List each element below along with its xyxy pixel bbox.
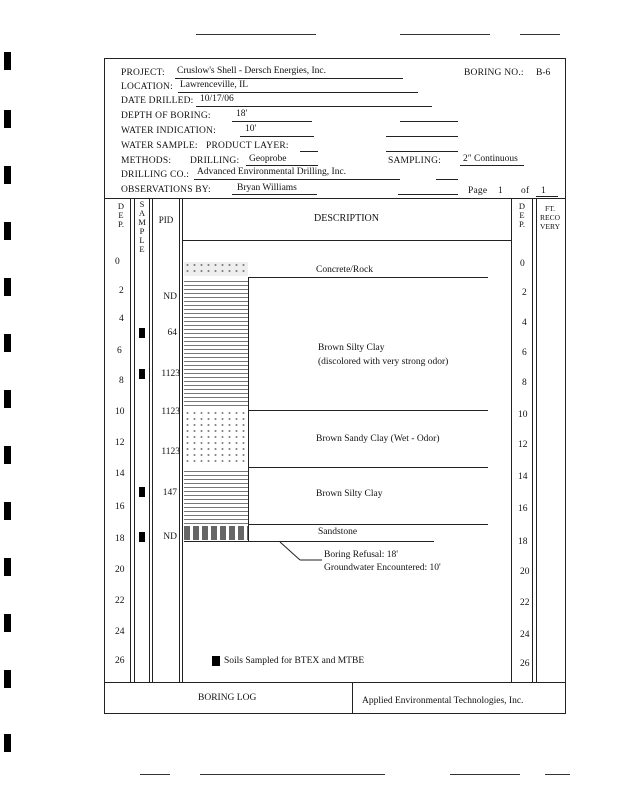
- page-value: 1: [498, 186, 503, 196]
- depth-left-10: 10: [115, 407, 125, 417]
- description-column-header: DESCRIPTION: [313, 213, 379, 224]
- depth-left-14: 14: [115, 469, 125, 479]
- drilling-label: DRILLING:: [190, 156, 240, 166]
- sandstone-pattern: [184, 526, 248, 540]
- layer-sandy-clay: Brown Sandy Clay (Wet - Odor): [316, 434, 440, 444]
- boring-no-label: BORING NO.:: [464, 68, 524, 78]
- binder-mark: [4, 334, 11, 352]
- project-label: PROJECT:: [121, 68, 165, 78]
- layer-silty-clay-note: (discolored with very strong odor): [318, 357, 449, 367]
- binder-mark: [4, 222, 11, 240]
- boring-no-value: B-6: [536, 68, 551, 78]
- scan-dash: [545, 774, 570, 775]
- scan-dash: [140, 774, 170, 775]
- binder-mark: [4, 734, 11, 752]
- location-value: Lawrenceville, IL: [180, 80, 249, 90]
- binder-mark: [4, 390, 11, 408]
- layer-sandstone: Sandstone: [318, 527, 358, 537]
- depth-left-16: 16: [115, 502, 125, 512]
- recovery-column-header: FT. RECO VERY: [539, 204, 560, 231]
- layer-concrete: Concrete/Rock: [316, 265, 373, 275]
- pid-reading: 64: [167, 328, 177, 338]
- depth-right-4: 4: [522, 318, 527, 328]
- binder-mark: [4, 670, 11, 688]
- refusal-note: Boring Refusal: 18': [324, 550, 399, 560]
- drilling-value: Geoprobe: [249, 154, 287, 164]
- depth-left-18: 18: [115, 534, 125, 544]
- concrete-pattern: [184, 262, 248, 276]
- depth-right-6: 6: [522, 348, 527, 358]
- scan-dash: [200, 774, 385, 775]
- binder-mark: [4, 110, 11, 128]
- layer-silty-clay-2: Brown Silty Clay: [316, 489, 383, 499]
- depth-right-26: 26: [520, 659, 530, 669]
- date-label: DATE DRILLED:: [121, 96, 194, 106]
- binder-mark: [4, 446, 11, 464]
- footer-company: Applied Environmental Technologies, Inc.: [362, 696, 524, 706]
- binder-mark: [4, 166, 11, 184]
- drilling-co-label: DRILLING CO.:: [121, 170, 190, 180]
- silty-clay-pattern: [184, 278, 248, 406]
- depth-left-8: 8: [119, 376, 124, 386]
- binder-mark: [4, 52, 11, 70]
- depth-left-24: 24: [115, 627, 125, 637]
- product-layer-label: PRODUCT LAYER:: [206, 141, 289, 151]
- sample-marker: [139, 369, 145, 379]
- pid-reading: 1123: [161, 447, 180, 457]
- depth-right-14: 14: [518, 472, 528, 482]
- sampling-label: SAMPLING:: [388, 156, 442, 166]
- methods-label: METHODS:: [121, 156, 172, 166]
- scan-dash: [400, 34, 490, 35]
- page-label: Page: [468, 186, 488, 196]
- of-label: of: [521, 186, 530, 196]
- water-indication-value: 10': [245, 124, 257, 134]
- pid-reading: 1123: [161, 407, 180, 417]
- binder-mark: [4, 558, 11, 576]
- depth-left-20: 20: [115, 565, 125, 575]
- location-label: LOCATION:: [121, 82, 173, 92]
- footer-boring-log: BORING LOG: [198, 693, 257, 703]
- sampling-value: 2" Continuous: [463, 154, 518, 164]
- depth-left-12: 12: [115, 438, 125, 448]
- depth-column-header-right: D E P.: [518, 201, 526, 229]
- depth-right-2: 2: [522, 288, 527, 298]
- depth-value: 18': [236, 109, 248, 119]
- depth-right-18: 18: [518, 537, 528, 547]
- depth-right-22: 22: [520, 598, 530, 608]
- binder-mark: [4, 278, 11, 296]
- sample-column-header: S A M P L E: [138, 199, 146, 254]
- depth-right-10: 10: [518, 410, 528, 420]
- refusal-leader-line: [278, 540, 326, 564]
- depth-left-22: 22: [115, 596, 125, 606]
- pid-reading: 147: [162, 488, 177, 498]
- project-value: Cruslow's Shell - Dersch Energies, Inc.: [177, 66, 327, 76]
- depth-left-0: 0: [115, 257, 120, 267]
- date-value: 10/17/06: [200, 94, 234, 104]
- scan-dash: [196, 34, 316, 35]
- depth-right-8: 8: [522, 378, 527, 388]
- depth-right-16: 16: [518, 504, 528, 514]
- depth-right-20: 20: [520, 567, 530, 577]
- groundwater-note: Groundwater Encountered: 10': [324, 563, 441, 573]
- scan-dash: [520, 34, 560, 35]
- depth-left-6: 6: [117, 346, 122, 356]
- legend-text: Soils Sampled for BTEX and MTBE: [224, 656, 365, 666]
- depth-label: DEPTH OF BORING:: [121, 111, 211, 121]
- depth-column-header-left: D E P.: [117, 201, 125, 229]
- depth-right-0: 0: [520, 259, 525, 269]
- depth-left-2: 2: [119, 286, 124, 296]
- layer-silty-clay: Brown Silty Clay: [318, 343, 385, 353]
- sandy-clay-pattern: [184, 410, 248, 466]
- of-value: 1: [541, 186, 546, 196]
- pid-reading: ND: [163, 292, 177, 302]
- water-sample-label: WATER SAMPLE:: [121, 141, 198, 151]
- observations-label: OBSERVATIONS BY:: [121, 185, 211, 195]
- depth-right-12: 12: [518, 440, 528, 450]
- water-indication-label: WATER INDICATION:: [121, 126, 216, 136]
- pid-column-header: PID: [158, 215, 174, 225]
- depth-left-4: 4: [119, 314, 124, 324]
- pid-reading: 1123: [161, 369, 180, 379]
- binder-mark: [4, 614, 11, 632]
- drilling-co-value: Advanced Environmental Drilling, Inc.: [197, 167, 347, 177]
- pid-reading: ND: [163, 532, 177, 542]
- depth-left-26: 26: [115, 656, 125, 666]
- legend-marker: [212, 656, 220, 666]
- scan-dash: [450, 774, 520, 775]
- binder-mark: [4, 502, 11, 520]
- depth-right-24: 24: [520, 630, 530, 640]
- silty-clay-pattern-2: [184, 468, 248, 524]
- observations-value: Bryan Williams: [237, 183, 297, 193]
